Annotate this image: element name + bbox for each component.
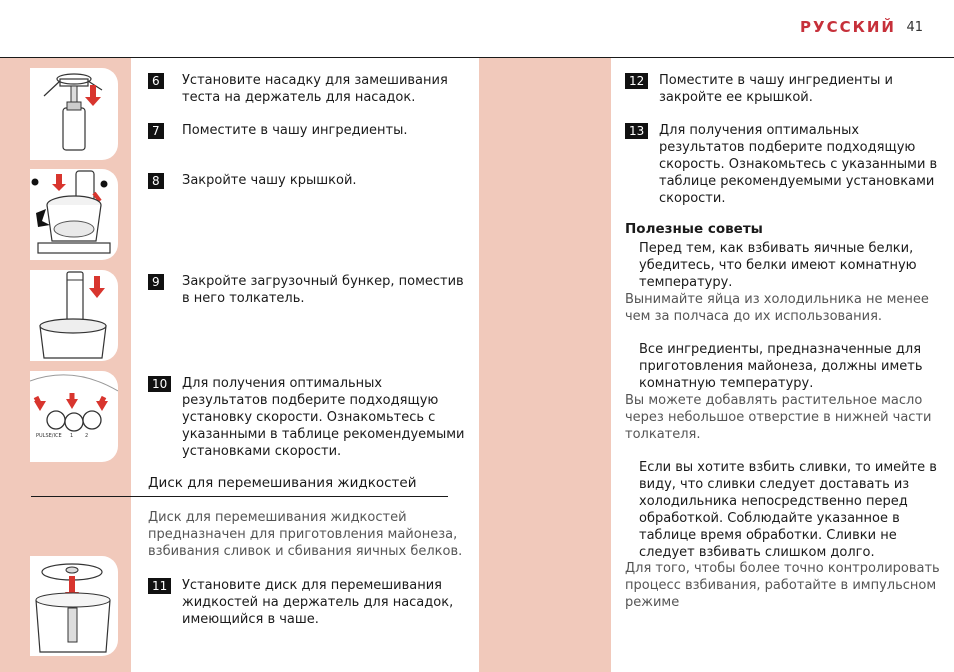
section-rule — [31, 496, 448, 497]
tips-title: Полезные советы — [625, 221, 763, 237]
emulsifying-disc-illustration — [30, 556, 118, 656]
speed-2-label: 2 — [85, 433, 89, 439]
figure-speed-buttons — [30, 371, 118, 462]
step-text: Для получения оптимальных результатов подберите подходящую установку скорости. Ознакомьтесь с указанными в таблице рекомендуемыми установками скорости. — [182, 376, 465, 459]
step-text: Для получения оптимальных результатов подберите подходящую скорость. Ознакомьтесь с указанными в таблице рекомендуемыми установками скорости. — [659, 123, 938, 206]
step-text: Закройте чашу крышкой. — [182, 173, 357, 188]
step-text: Установите насадку для замешивания теста на держатель для насадок. — [182, 73, 448, 105]
step-number: 9 — [148, 274, 164, 290]
section-intro: Диск для перемешивания жидкостей предназначен для приготовления майонеза, взбивания сливок и сбивания яичных белков. — [148, 510, 463, 559]
step-number: 7 — [148, 123, 164, 139]
figure-emulsifying-disc — [30, 556, 118, 656]
language-label: РУССКИЙ — [800, 18, 896, 36]
tip-note: Вынимайте яйца из холодильника не менее чем за полчаса до их использования. — [625, 292, 929, 324]
tip-note: Для того, чтобы более точно контролировать процесс взбивания, работайте в импульсном режиме — [625, 561, 940, 610]
step-text: Закройте загрузочный бункер, поместив в него толкатель. — [182, 274, 464, 306]
tip-main: Если вы хотите взбить сливки, то имейте в виду, что сливки следует доставать из холодильника непосредственно перед обработкой. Соблюдайте указанное в таблице время обработки. Сливки не следует взбивать слишком долго. — [639, 460, 937, 560]
step-text: Поместите в чашу ингредиенты. — [182, 123, 408, 138]
step-number: 10 — [148, 376, 171, 392]
middle-band — [479, 58, 611, 672]
figure-kneading-tool — [30, 68, 118, 160]
step-text: Поместите в чашу ингредиенты и закройте ее крышкой. — [659, 73, 893, 105]
pulse-label: PULSE/ICE — [36, 433, 62, 439]
step-text: Установите диск для перемешивания жидкостей на держатель для насадок, имеющийся в чаше. — [182, 578, 454, 627]
step-number: 11 — [148, 578, 171, 594]
figure-bowl-lid — [30, 169, 118, 260]
step-number: 6 — [148, 73, 164, 89]
section-title: Диск для перемешивания жидкостей — [148, 475, 417, 491]
speed-buttons-illustration — [30, 371, 118, 462]
step-number: 13 — [625, 123, 648, 139]
tip-main: Все ингредиенты, предназначенные для приготовления майонеза, должны иметь комнатную температуру. — [639, 342, 923, 391]
kneading-tool-illustration — [30, 68, 118, 160]
bowl-lid-illustration — [30, 169, 118, 260]
speed-1-label: 1 — [70, 433, 74, 439]
step-number: 12 — [625, 73, 648, 89]
tip-main: Перед тем, как взбивать яичные белки, убедитесь, что белки имеют комнатную температуру. — [639, 241, 917, 290]
page-number: 41 — [906, 20, 923, 35]
tip-note: Вы можете добавлять растительное масло через небольшое отверстие в нижней части толкателя. — [625, 393, 932, 442]
figure-pusher — [30, 270, 118, 361]
pusher-illustration — [30, 270, 118, 361]
step-number: 8 — [148, 173, 164, 189]
header-rule — [0, 57, 954, 58]
